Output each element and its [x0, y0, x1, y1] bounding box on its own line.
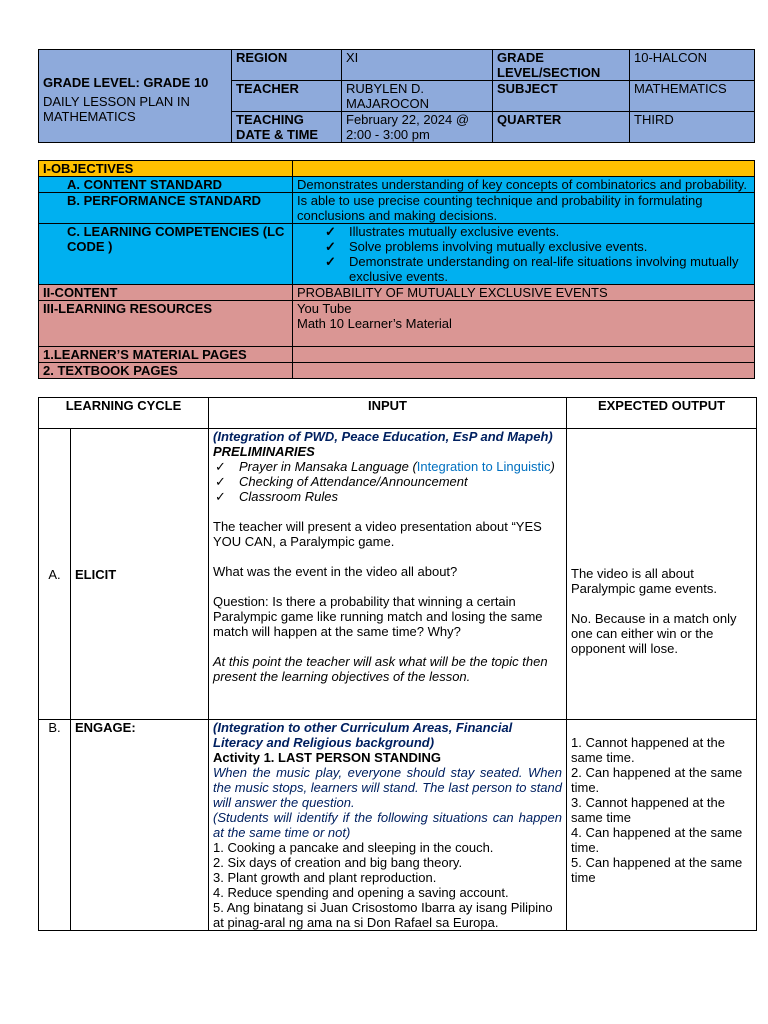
elicit-output-two: No. Because in a match only one can either win or the opponent will lose.	[571, 611, 737, 656]
date-label: TEACHING DATE & TIME	[232, 112, 342, 143]
list-item: ✓ Solve problems involving mutually exclusive events.	[325, 239, 750, 254]
list-item: 1. Cooking a pancake and sleeping in the couch.	[213, 840, 494, 855]
content-label: II-CONTENT	[39, 285, 293, 301]
header-table	[38, 49, 755, 143]
subject-value: MATHEMATICS	[630, 81, 755, 112]
list-item: 3. Cannot happened at the same time	[571, 795, 725, 825]
engage-label: ENGAGE:	[71, 720, 209, 931]
col-output-header: EXPECTED OUTPUT	[567, 398, 757, 429]
prayer-link: Integration to Linguistic	[416, 459, 551, 474]
engage-row	[39, 720, 757, 931]
teacher-value: RUBYLEN D. MAJAROCON	[342, 81, 493, 112]
list-item: 4. Reduce spending and opening a saving account.	[213, 885, 509, 900]
activity-note: (Students will identify if the following situations can happen at the same time or not)	[213, 810, 562, 840]
col-cycle-header: LEARNING CYCLE	[39, 398, 209, 429]
list-item: 2. Can happened at the same time.	[571, 765, 743, 795]
subject-label: SUBJECT	[493, 81, 630, 112]
performance-standard-label: B. PERFORMANCE STANDARD	[39, 193, 293, 224]
list-item: 1. Cannot happened at the same time.	[571, 735, 725, 765]
elicit-output-one: The video is all about Paralympic game events.	[571, 566, 717, 596]
elicit-integration: (Integration of PWD, Peace Education, EsP and Mapeh)	[213, 429, 553, 444]
region-label: REGION	[232, 50, 342, 81]
preliminaries-heading: PRELIMINARIES	[213, 444, 315, 459]
engage-input	[209, 720, 567, 931]
competencies-cell	[293, 224, 755, 285]
activity-instruction: When the music play, everyone should stay seated. When the music stops, learners will stand. The last person to stand will answer the question.	[213, 765, 562, 810]
content-value: PROBABILITY OF MUTUALLY EXCLUSIVE EVENTS	[293, 285, 755, 301]
resources-label: III-LEARNING RESOURCES	[39, 301, 293, 347]
grade-level: GRADE LEVEL: GRADE 10	[43, 74, 209, 90]
list-item: 4. Can happened at the same time.	[571, 825, 743, 855]
list-item: ✓ Classroom Rules	[213, 489, 562, 504]
title-cell	[39, 50, 232, 143]
list-item: ✓ Illustrates mutually exclusive events.	[325, 224, 750, 239]
objectives-table	[38, 160, 755, 379]
elicit-label: ELICIT	[71, 429, 209, 720]
col-input-header: INPUT	[209, 398, 567, 429]
resource-item: Math 10 Learner’s Material	[297, 316, 452, 331]
list-item: 3. Plant growth and plant reproduction.	[213, 870, 437, 885]
engage-letter: B.	[39, 720, 71, 931]
list-item: 2. Six days of creation and big bang theory.	[213, 855, 463, 870]
resources-cell	[293, 301, 755, 347]
list-item: 5. Can happened at the same time	[571, 855, 743, 885]
prayer-close: )	[550, 459, 555, 474]
region-value: XI	[342, 50, 493, 81]
engage-output	[567, 720, 757, 931]
list-item	[213, 459, 562, 474]
activity-title: Activity 1. LAST PERSON STANDING	[213, 750, 442, 765]
quarter-value: THIRD	[630, 112, 755, 143]
content-standard-label: A. CONTENT STANDARD	[39, 177, 293, 193]
content-standard-value: Demonstrates understanding of key concepts of combinatorics and probability.	[293, 177, 755, 193]
resource-item: You Tube	[297, 301, 352, 316]
elicit-letter: A.	[39, 429, 71, 720]
question-two: Question: Is there a probability that winning a certain Paralympic game like running match and losing the same match will happen at the same time? Why?	[213, 594, 543, 639]
plan-title: DAILY LESSON PLAN IN MATHEMATICS	[43, 93, 190, 124]
prayer-text: Prayer in Mansaka Language (	[239, 459, 417, 474]
date-value: February 22, 2024 @ 2:00 - 3:00 pm	[342, 112, 493, 143]
objectives-heading: I-OBJECTIVES	[39, 161, 293, 177]
learner-material-value	[293, 347, 755, 363]
list-item: 5. Ang binatang si Juan Crisostomo Ibarra ay isang Pilipino at pinag-aral ng ama na si Don Rafael sa Europa.	[213, 900, 553, 930]
question-one: What was the event in the video all about?	[213, 564, 458, 579]
learner-material-label: 1.LEARNER’S MATERIAL PAGES	[39, 347, 293, 363]
quarter-label: QUARTER	[493, 112, 630, 143]
video-text: The teacher will present a video presentation about “YES YOU CAN, a Paralympic game.	[213, 519, 542, 549]
competencies-list	[297, 224, 750, 284]
textbook-value	[293, 363, 755, 379]
performance-standard-value: Is able to use precise counting technique and probability in formulating conclusions and making decisions.	[293, 193, 755, 224]
elicit-row	[39, 429, 757, 720]
elicit-output	[567, 429, 757, 720]
grade-section-label: GRADE LEVEL/SECTION	[493, 50, 630, 81]
grade-section-value: 10-HALCON	[630, 50, 755, 81]
list-item: ✓ Checking of Attendance/Announcement	[213, 474, 562, 489]
teacher-label: TEACHER	[232, 81, 342, 112]
competencies-label: C. LEARNING COMPETENCIES (LC CODE )	[39, 224, 293, 285]
elicit-closing: At this point the teacher will ask what will be the topic then present the learning objectives of the lesson.	[213, 654, 548, 684]
textbook-label: 2. TEXTBOOK PAGES	[39, 363, 293, 379]
elicit-input	[209, 429, 567, 720]
preliminaries-list	[213, 459, 562, 504]
objectives-heading-blank	[293, 161, 755, 177]
engage-integration: (Integration to other Curriculum Areas, Financial Literacy and Religious background)	[213, 720, 513, 750]
learning-cycle-table	[38, 397, 757, 931]
list-item: ✓ Demonstrate understanding on real-life situations involving mutually exclusive events.	[325, 254, 750, 284]
